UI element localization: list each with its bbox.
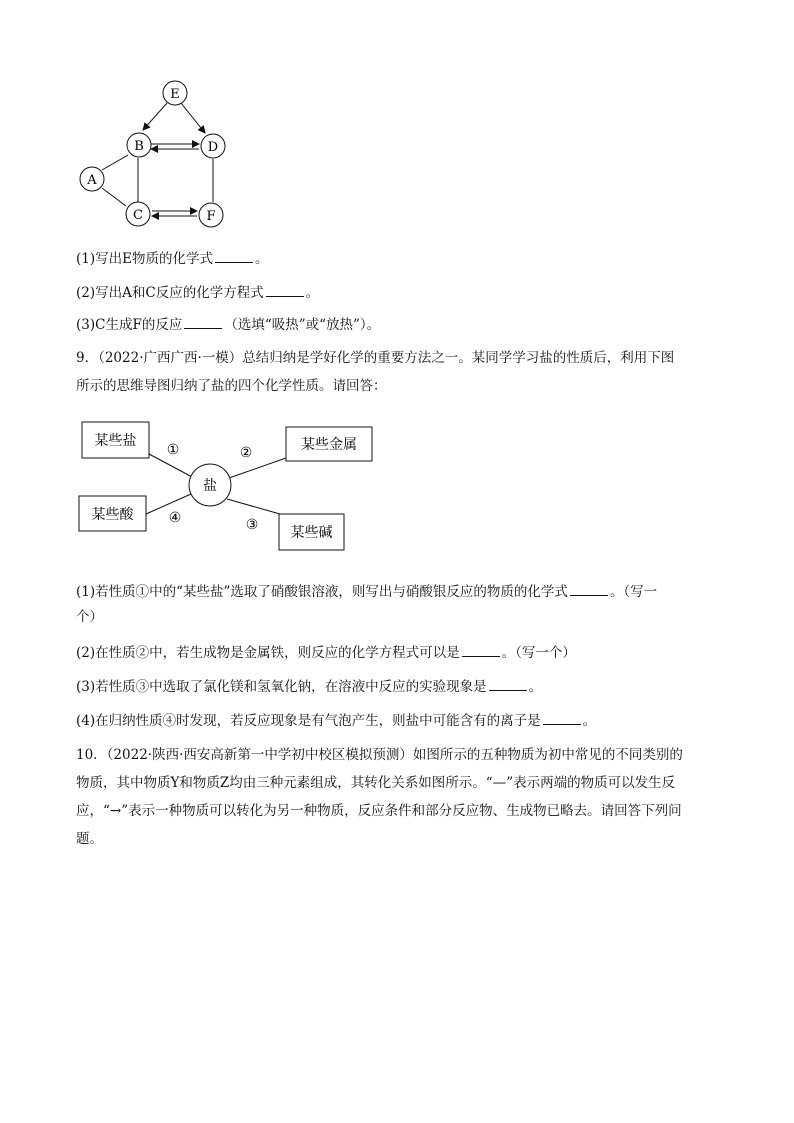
svg-text:E: E [170, 87, 180, 102]
node-f [199, 203, 223, 227]
q8-part3-end: （选填“吸热”或“放热”）。 [224, 317, 381, 333]
node-d [201, 134, 225, 158]
q9-part3-text: (3)若性质③中选取了氯化镁和氢氧化钠，在溶液中反应的实验现象是 [76, 679, 487, 695]
svg-text:盐: 盐 [203, 478, 217, 494]
label-1: ① [166, 442, 180, 458]
svg-text:D: D [207, 140, 219, 155]
edge-a-c [102, 188, 126, 206]
q8-part2-text: (2)写出A和C反应的化学方程式 [76, 285, 264, 301]
label-4: ④ [168, 510, 182, 526]
svg-text:某些酸: 某些酸 [91, 507, 134, 523]
label-3: ③ [245, 517, 259, 533]
box-some-acid [79, 496, 146, 531]
q9-part3 [76, 676, 542, 697]
q9-part1-text: (1)若性质①中的“某些盐”选取了硝酸银溶液，则写出与硝酸银反应的物质的化学式 [76, 584, 568, 600]
edge-e-d [181, 103, 205, 133]
q9-part2-end: 。（写一个） [501, 645, 576, 661]
box-some-base [279, 514, 344, 550]
q9-part4-text: (4)在归纳性质④时发现，若反应现象是有气泡产生，则盐中可能含有的离子是 [76, 713, 541, 729]
answer-blank[interactable] [184, 314, 222, 329]
center-salt-node [189, 464, 231, 506]
edge-b-a [102, 155, 128, 170]
q9-part1-end: 。（写一 [609, 584, 658, 600]
q9-header: 9．（2022·广西广西·一模）总结归纳是学好化学的重要方法之一。某同学学习盐的性质后，利用下图 [76, 350, 675, 366]
q9-part4 [76, 710, 596, 731]
svg-text:C: C [133, 208, 143, 223]
node-c [126, 202, 150, 226]
q8-part1-text: (1)写出E物质的化学式 [76, 251, 213, 267]
svg-text:F: F [206, 209, 216, 224]
q8-part2 [76, 282, 319, 303]
answer-blank[interactable] [489, 676, 527, 691]
answer-blank[interactable] [543, 710, 581, 725]
q9-part1-cont: 个） [76, 609, 103, 625]
answer-blank[interactable] [462, 642, 500, 657]
edge-e-b [143, 103, 167, 130]
q8-part1 [76, 248, 268, 269]
node-a [80, 167, 104, 191]
answer-blank[interactable] [266, 282, 304, 297]
q8-part1-end: 。 [254, 251, 269, 267]
svg-text:某些碱: 某些碱 [290, 525, 333, 541]
q9-part2-text: (2)在性质②中，若生成物是金属铁，则反应的化学方程式可以是 [76, 645, 460, 661]
node-e [163, 81, 187, 105]
connector-metal [229, 458, 286, 478]
node-b [127, 133, 151, 157]
q10-line3: 应，“→”表示一种物质可以转化为另一种物质，反应条件和部分反应物、生成物已略去。请回答下列问 [76, 803, 682, 819]
q9-part3-end: 。 [528, 679, 543, 695]
label-2: ② [239, 445, 253, 461]
q8-part3-text: (3)C生成F的反应 [76, 317, 183, 333]
answer-blank[interactable] [570, 581, 608, 596]
q9-header-cont: 所示的思维导图归纳了盐的四个化学性质。请回答： [76, 378, 387, 394]
salt-mind-map [74, 416, 384, 556]
svg-text:B: B [134, 139, 144, 154]
answer-blank[interactable] [215, 248, 253, 263]
q9-part1 [76, 581, 657, 602]
q9-part4-end: 。 [582, 713, 597, 729]
q10-line4: 题。 [76, 831, 103, 847]
svg-text:某些金属: 某些金属 [301, 437, 357, 453]
q10-line2: 物质，其中物质Y和物质Z均由三种元素组成，其转化关系如图所示。“—”表示两端的物质可以发生反 [76, 775, 676, 791]
reaction-network-diagram [74, 78, 234, 233]
box-some-salt [82, 422, 149, 458]
svg-text:A: A [87, 173, 97, 188]
q10-line1: 10．（2022·陕西·西安高新第一中学初中校区模拟预测）如图所示的五种物质为初中常见的不同类别的 [76, 747, 683, 763]
connector-base [227, 499, 280, 514]
q9-part2 [76, 642, 576, 663]
svg-text:某些盐: 某些盐 [94, 433, 137, 449]
box-some-metal [286, 427, 372, 461]
q8-part3 [76, 314, 380, 335]
q8-part2-end: 。 [305, 285, 320, 301]
